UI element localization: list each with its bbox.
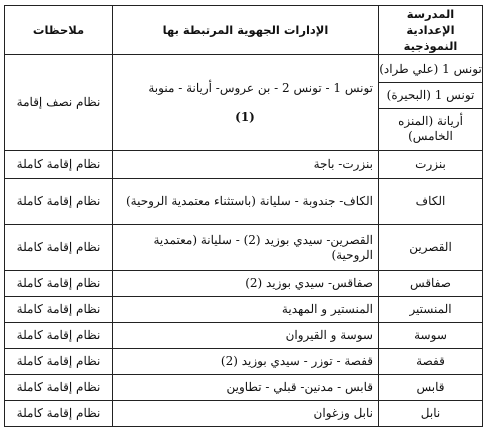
table-row [5, 323, 483, 349]
school-name: قابس [379, 375, 483, 401]
school-cell [379, 55, 483, 151]
table-row [5, 271, 483, 297]
directorates-text: الكاف- جندوبة - سليانة (باستثناء معتمدية الروحية) [113, 179, 379, 225]
notes-cell: نظام إقامة كاملة [5, 151, 113, 179]
directorates-text: قابس - مدنين- قبلي - تطاوين [113, 375, 379, 401]
notes-cell: نظام إقامة كاملة [5, 401, 113, 427]
header-school: المدرسة الإعدادية النموذجية [379, 6, 483, 55]
school-name: صفاقس [379, 271, 483, 297]
directorates-text: نابل وزغوان [113, 401, 379, 427]
directorates-text: المنستير و المهدية [113, 297, 379, 323]
directorates-cell [113, 55, 379, 151]
directorates-text: القصرين- سيدي بوزيد (2) - سليانة (معتمدية الروحية) [113, 225, 379, 271]
table-row [5, 55, 483, 151]
directorates-text: صفاقس- سيدي بوزيد (2) [113, 271, 379, 297]
school-name: تونس 1 (علي طراد) [379, 57, 482, 83]
header-directorates: الإدارات الجهوية المرتبطة بها [113, 6, 379, 55]
directorates-text: قفصة - توزر - سيدي بوزيد (2) [113, 349, 379, 375]
school-name: القصرين [379, 225, 483, 271]
note-mark: (1) [235, 109, 255, 124]
header-notes: ملاحظات [5, 6, 113, 55]
table-row [5, 297, 483, 323]
school-name: سوسة [379, 323, 483, 349]
directorates-text: بنزرت- باجة [113, 151, 379, 179]
directorates-text: تونس 1 - تونس 2 - بن عروس- أريانة - منوبة [148, 80, 373, 95]
notes-cell: نظام إقامة كاملة [5, 225, 113, 271]
table-row [5, 179, 483, 225]
notes-cell: نظام إقامة كاملة [5, 323, 113, 349]
school-name: أريانة (المنزه الخامس) [398, 113, 463, 143]
school-name: الكاف [379, 179, 483, 225]
school-name: المنستير [379, 297, 483, 323]
school-name: بنزرت [379, 151, 483, 179]
notes-cell: نظام إقامة كاملة [5, 297, 113, 323]
notes-cell: نظام إقامة كاملة [5, 271, 113, 297]
school-name: قفصة [379, 349, 483, 375]
school-name: تونس 1 (البحيرة) [379, 83, 482, 109]
schools-table [4, 5, 483, 427]
table-row [5, 151, 483, 179]
school-name: نابل [379, 401, 483, 427]
table-row [5, 349, 483, 375]
directorates-text: سوسة و القيروان [113, 323, 379, 349]
table-row [5, 401, 483, 427]
notes-cell: نظام إقامة كاملة [5, 179, 113, 225]
notes-cell: نظام إقامة كاملة [5, 375, 113, 401]
table-row [5, 375, 483, 401]
table-header-row [5, 6, 483, 55]
notes-cell: نظام إقامة كاملة [5, 349, 113, 375]
table-row [5, 225, 483, 271]
notes-cell: نظام نصف إقامة [5, 55, 113, 151]
